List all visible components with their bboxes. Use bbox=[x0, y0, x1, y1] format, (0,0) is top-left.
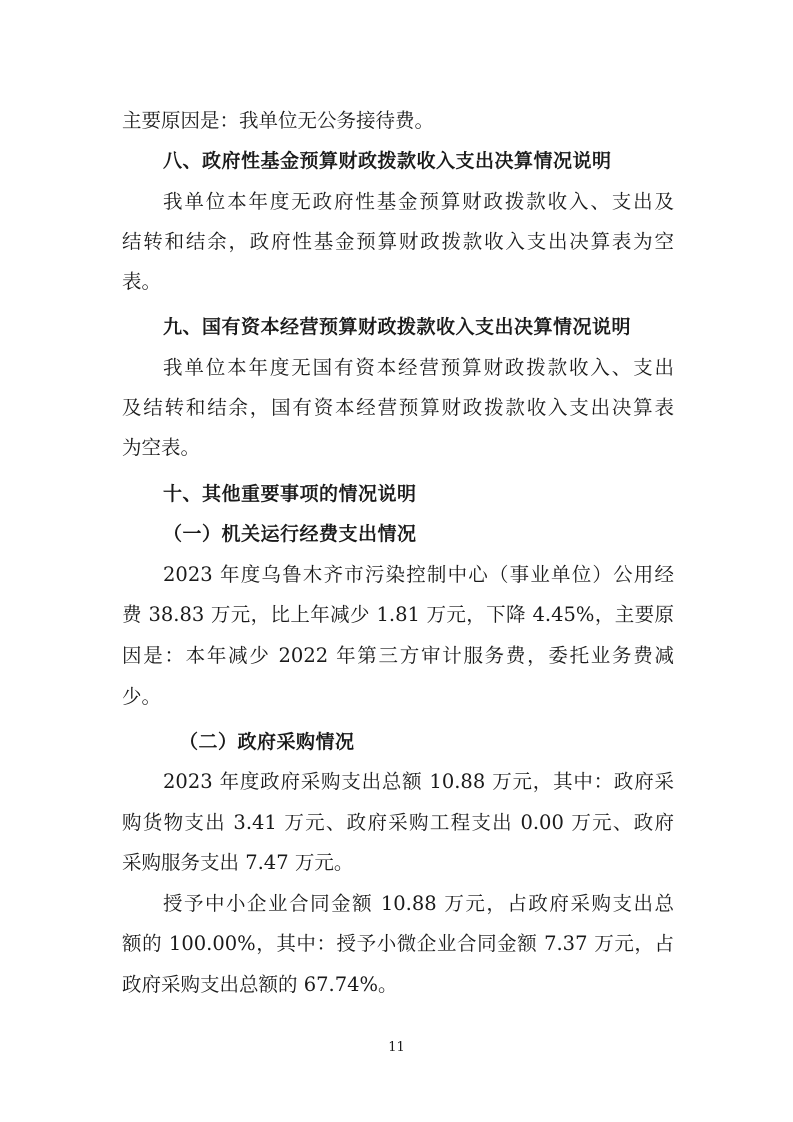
paragraph-line: 主要原因是：我单位无公务接待费。 bbox=[122, 109, 435, 132]
page-number: 11 bbox=[388, 1040, 405, 1055]
section-heading-10: 十、其他重要事项的情况说明 bbox=[163, 483, 417, 505]
section-heading-9: 九、国有资本经营预算财政拨款收入支出决算情况说明 bbox=[163, 316, 632, 338]
paragraph-line: 及结转和结余，国有资本经营预算财政拨款收入支出决算表 bbox=[122, 396, 674, 419]
paragraph-line: 采购服务支出 7.47 万元。 bbox=[122, 851, 354, 874]
paragraph-line: 2023 年度政府采购支出总额 10.88 万元，其中：政府采 bbox=[163, 770, 674, 793]
paragraph-line: 费 38.83 万元，比上年减少 1.81 万元，下降 4.45%，主要原 bbox=[122, 603, 674, 626]
subsection-heading-2: （二）政府采购情况 bbox=[179, 731, 355, 753]
paragraph-line: 授予中小企业合同金额 10.88 万元，占政府采购支出总 bbox=[163, 892, 674, 915]
paragraph-line: 我单位本年度无政府性基金预算财政拨款收入、支出及 bbox=[163, 190, 674, 213]
paragraph-line: 为空表。 bbox=[122, 436, 201, 459]
paragraph-line: 政府采购支出总额的 67.74%。 bbox=[122, 973, 398, 996]
paragraph-line: 结转和结余，政府性基金预算财政拨款收入支出决算表为空 bbox=[122, 230, 674, 253]
paragraph-line: 因是：本年减少 2022 年第三方审计服务费，委托业务费减 bbox=[122, 644, 674, 667]
paragraph-line: 额的 100.00%，其中：授予小微企业合同金额 7.37 万元，占 bbox=[122, 932, 674, 955]
section-heading-8: 八、政府性基金预算财政拨款收入支出决算情况说明 bbox=[163, 150, 612, 172]
paragraph-line: 少。 bbox=[122, 685, 162, 708]
paragraph-line: 表。 bbox=[122, 270, 162, 293]
subsection-heading-1: （一）机关运行经费支出情况 bbox=[163, 523, 417, 545]
paragraph-line: 2023 年度乌鲁木齐市污染控制中心（事业单位）公用经 bbox=[163, 563, 674, 586]
paragraph-line: 我单位本年度无国有资本经营预算财政拨款收入、支出 bbox=[163, 356, 674, 379]
paragraph-line: 购货物支出 3.41 万元、政府采购工程支出 0.00 万元、政府 bbox=[122, 811, 674, 834]
